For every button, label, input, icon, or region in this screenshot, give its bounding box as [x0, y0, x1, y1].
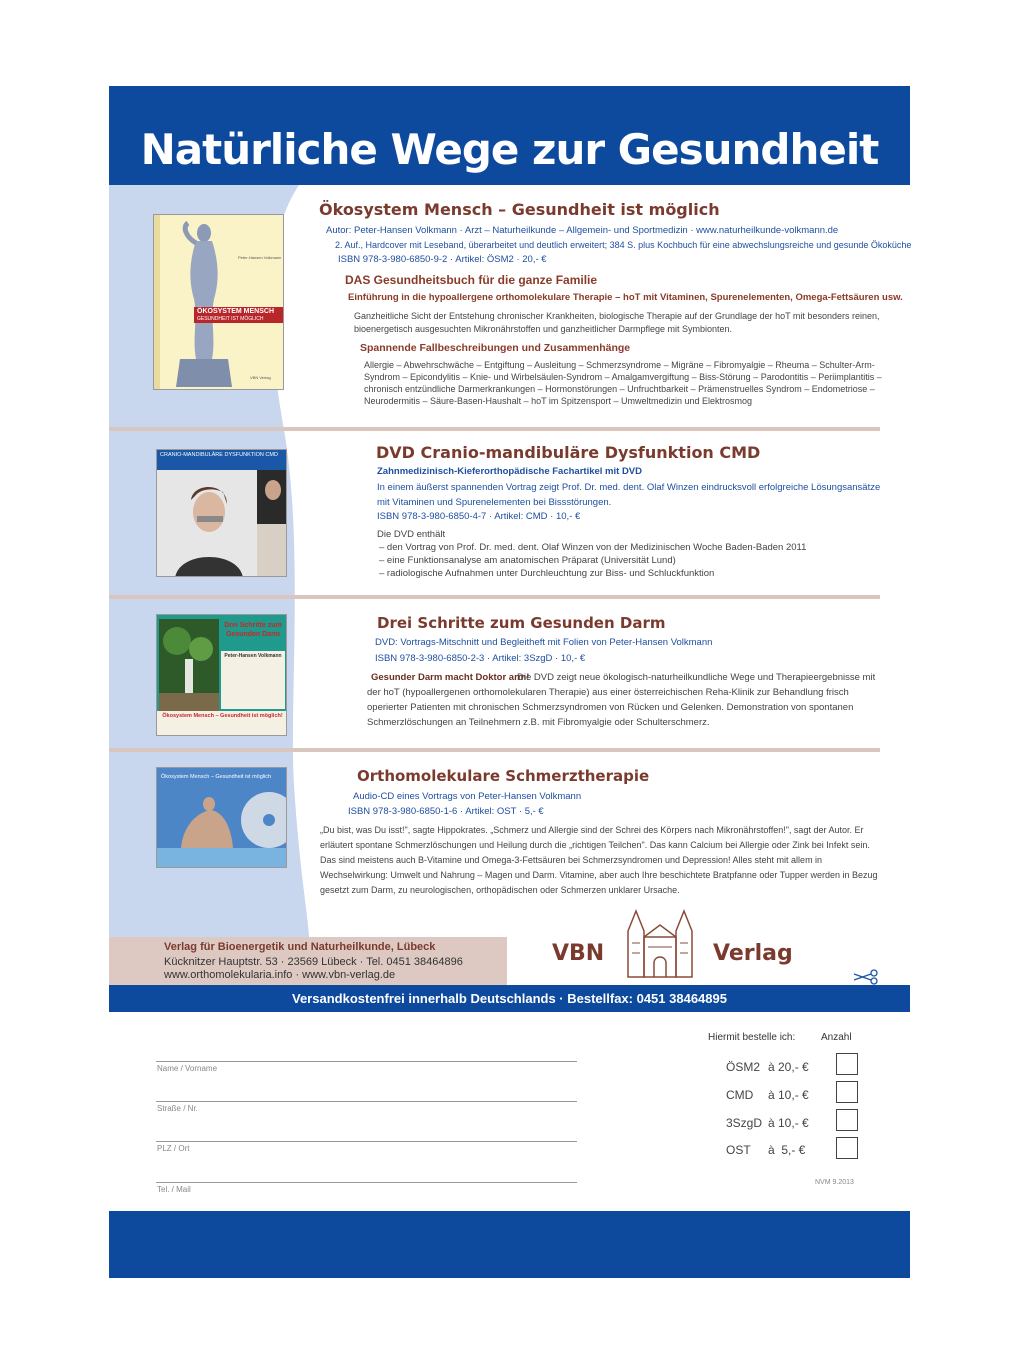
- cd-artwork: [157, 768, 287, 868]
- dvd-cover-cmd-title-band: [157, 450, 287, 470]
- book-title-oekosystem: Ökosystem Mensch – Gesundheit ist möglich: [319, 200, 720, 219]
- order-item-code: ÖSM2: [726, 1060, 761, 1074]
- quantity-box-cmd[interactable]: [836, 1081, 858, 1103]
- book-isbn-line: ISBN 978-3-980-6850-9-2 · Artikel: ÖSM2 · 20,- €: [338, 254, 547, 265]
- section-divider: [109, 427, 880, 431]
- ortho-subtitle: Audio-CD eines Vortrags von Peter-Hansen Volkmann: [353, 791, 582, 802]
- cases-heading: Spannende Fallbeschreibungen und Zusammenhänge: [360, 342, 631, 354]
- cmd-contents-item: – radiologische Aufnahmen unter Durchleuchtung zur Biss- und Schluckfunktion: [379, 568, 715, 579]
- dvd-cover-darm-author: Peter-Hansen Volkmann: [224, 653, 282, 659]
- patient-photo: [157, 470, 287, 577]
- version-code: NVM 9.2013: [815, 1179, 854, 1186]
- section-divider: [109, 595, 880, 599]
- book-cover-author: Peter-Hansen Volkmann: [238, 255, 282, 260]
- city-field[interactable]: [156, 1141, 577, 1142]
- publisher-web: www.orthomolekularia.info · www.vbn-verlag.de: [164, 969, 396, 981]
- order-item-price: à 5,- €: [768, 1143, 806, 1157]
- ortho-description: „Du bist, was Du isst!", sagte Hippokrates. „Schmerz und Allergie sind der Schrei des Körpers nach Mikronährstoffen!", sagt der Autor. Er erläutert spontane Schmerzlöschungen und Heilung durch die „richtigen Teilchen". Das kann Calcium bei Allergie oder Zink bei Infekt sein. Das sind meistens auch B-Vitamine und Omega-3-Fettsäuren bei Schmerzsyndromen und Depression! Alles steht mit allem in Wechselwirkung: Umwelt und Nahrung – Magen und Darm. Vitamine, aber auch Ihre beschichtete Bratpfanne oder Tupper werden in Bezug gesetzt zum Darm, zu neurologischen, orthopädischen oder Schmerzen unklarer Ursache.: [320, 825, 878, 895]
- logo-verlag-text: Verlag: [713, 941, 793, 966]
- shipping-text: Versandkostenfrei innerhalb Deutschlands · Bestellfax: 0451 38464895: [292, 991, 727, 1006]
- street-field-label: Straße / Nr.: [157, 1104, 198, 1113]
- darm-subtitle: DVD: Vortrags-Mitschnitt und Begleitheft mit Folien von Peter-Hansen Volkmann: [375, 637, 713, 648]
- dvd-cover-cmd-title: CRANIO-MANDIBULÄRE DYSFUNKTION CMD: [160, 452, 278, 458]
- footer-band: [109, 1211, 910, 1278]
- book-subtitle: DAS Gesundheitsbuch für die ganze Familie: [345, 273, 598, 287]
- book-title-ortho: Orthomolekulare Schmerztherapie: [357, 767, 650, 785]
- cd-cover-title: Ökosystem Mensch – Gesundheit ist möglich: [161, 774, 272, 780]
- order-item-price: à 10,- €: [768, 1116, 809, 1130]
- dvd-cover-darm-banner-text: Ökosystem Mensch – Gesundheit ist möglich!: [162, 713, 283, 719]
- garden-photo: [159, 619, 219, 711]
- order-item-code: 3SzgD: [726, 1116, 763, 1130]
- cmd-isbn-line: ISBN 978-3-980-6850-4-7 · Artikel: CMD · 10,- €: [377, 511, 581, 522]
- cmd-description: In einem äußerst spannenden Vortrag zeigt Prof. Dr. med. dent. Olaf Winzen eindrucksvoll erfolgreiche Lösungsansätze mit Vitaminen und Spurenelementen bei Bissstörungen.: [377, 482, 881, 508]
- logo-vbn-text: VBN: [552, 941, 605, 966]
- quantity-heading: Anzahl: [821, 1032, 852, 1043]
- darm-isbn-line: ISBN 978-3-980-6850-2-3 · Artikel: 3SzgD · 10,- €: [375, 653, 586, 664]
- book-author-line: Autor: Peter-Hansen Volkmann · Arzt – Naturheilkunde – Allgemein- und Sportmedizin · www.naturheilkunde-volkmann.de: [326, 225, 839, 236]
- section-divider: [109, 748, 880, 752]
- order-item-code: CMD: [726, 1088, 754, 1102]
- scissors-icon: [852, 968, 880, 986]
- name-field-label: Name / Vorname: [157, 1064, 218, 1073]
- book-description: Ganzheitliche Sicht der Entstehung chronischer Krankheiten, biologische Therapie auf der Grundlage der hoT mit besonders reinen, bioenergetisch ausgesuchten Mikronährstoffen und ganzheitlicher Darmpflege mit Symbionten.: [354, 311, 880, 334]
- book-title-cmd: DVD Cranio-mandibuläre Dysfunktion CMD: [376, 443, 761, 462]
- cd-cover-ortho: [156, 767, 287, 868]
- dvd-cover-darm-banner: [157, 711, 287, 736]
- quantity-box-3szgd[interactable]: [836, 1109, 858, 1131]
- statue-image: [166, 219, 236, 389]
- book-cover-publisher: VBN Verlag: [250, 375, 271, 380]
- contact-field[interactable]: [156, 1182, 577, 1183]
- cmd-subtitle: Zahnmedizinisch-Kieferorthopädische Fachartikel mit DVD: [377, 466, 642, 477]
- quantity-box-ost[interactable]: [836, 1137, 858, 1159]
- cmd-contents-item: – den Vortrag von Prof. Dr. med. dent. Olaf Winzen von der Medizinischen Woche Baden-Baden 2011: [379, 542, 807, 553]
- cases-text: Allergie – Abwehrschwäche – Entgiftung – Ausleitung – Schmerzsyndrome – Migräne – Fibromyalgie – Rheuma – Schulter-Arm-Syndrom – Epicondylitis – Knie- und Wirbelsäulen-Syndrom – Amalgamvergiftung – Biss-Störung – Parodontitis – Periimplantitis – chronisch entzündliche Darmerkrankungen – Hormonstörungen – Unfruchtbarkeit – Prämenstruelles Syndrom – Endometriose – Neurodermitis – Säure-Basen-Haushalt – hoT im Spitzensport – Umweltmedizin und Elektrosmog: [364, 360, 882, 406]
- publisher-address: Kücknitzer Hauptstr. 53 · 23569 Lübeck · Tel. 0451 38464896: [164, 956, 463, 968]
- contact-field-label: Tel. / Mail: [157, 1185, 191, 1194]
- order-item-price: à 10,- €: [768, 1088, 809, 1102]
- page-title: Natürliche Wege zur Gesundheit: [140, 125, 879, 174]
- ortho-isbn-line: ISBN 978-3-980-6850-1-6 · Artikel: OST · 5,- €: [348, 806, 544, 817]
- dvd-cover-darm: [156, 614, 287, 736]
- holstentor-logo: [622, 907, 698, 979]
- darm-description-text: Die DVD zeigt neue ökologisch-naturheilkundliche Wege und Therapieergebnisse mit der hoT (hypoallergenen orthomolekularen Therapie) aus einer österreichischen Reha-Klinik zur Behandlung frisch operierter Patienten mit chronischen Schmerzsyndromen von Rücken und Gelenken. Demonstration von spontanen Schmerzlöschungen an Teilnehmern z.B. mit Fibromyalgie oder Schulterschmerz.: [367, 672, 876, 728]
- book-tagline: Einführung in die hypoallergene orthomolekulare Therapie – hoT mit Vitaminen, Spurenelementen, Omega-Fettsäuren usw.: [348, 292, 903, 303]
- cmd-contents-heading: Die DVD enthält: [377, 529, 446, 540]
- dvd-cover-cmd: [156, 449, 287, 577]
- book-cover-oekosystem: [153, 214, 284, 390]
- cmd-contents-item: – eine Funktionsanalyse am anatomischen Präparat (Universität Lund): [379, 555, 676, 566]
- order-heading: Hiermit bestelle ich:: [708, 1032, 796, 1043]
- order-item-code: OST: [726, 1143, 751, 1157]
- dvd-cover-darm-panel: [221, 651, 285, 709]
- name-field[interactable]: [156, 1061, 577, 1062]
- book-title-darm: Drei Schritte zum Gesunden Darm: [377, 614, 666, 632]
- city-field-label: PLZ / Ort: [157, 1144, 190, 1153]
- book-cover-subtitle: GESUNDHEIT IST MÖGLICH: [197, 316, 264, 322]
- book-cover-title: ÖKOSYSTEM MENSCH: [197, 308, 275, 315]
- darm-description: [367, 670, 882, 730]
- quantity-box-oesm2[interactable]: [836, 1053, 858, 1075]
- darm-lead: Gesunder Darm macht Doktor arm!: [371, 672, 530, 683]
- book-cover-title-band: [194, 307, 284, 323]
- street-field[interactable]: [156, 1101, 577, 1102]
- book-edition-line: 2. Auf., Hardcover mit Leseband, überarbeitet und deutlich erweitert; 384 S. plus Kochbuch für eine abwechslungsreiche und gesunde Ökoküche: [335, 240, 912, 250]
- dvd-cover-darm-title: Drei Schritte zum Gesunden Darm: [224, 622, 282, 638]
- order-item-price: à 20,- €: [768, 1060, 809, 1074]
- publisher-name: Verlag für Bioenergetik und Naturheilkunde, Lübeck: [164, 941, 436, 953]
